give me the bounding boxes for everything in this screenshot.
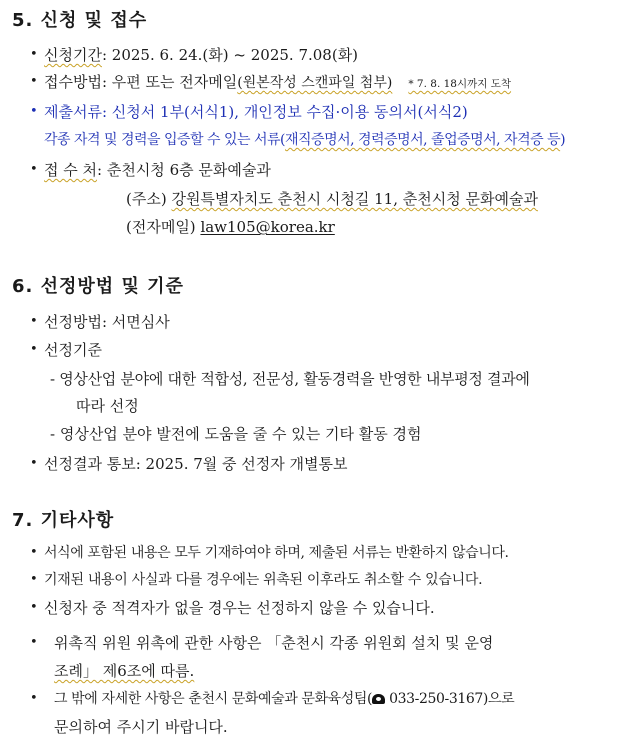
criteria-item-1: - 영상산업 분야에 대한 적합성, 전문성, 활동경력을 반영한 내부평정 결과에: [50, 370, 530, 388]
misc-item-2: 기재된 내용이 사실과 다를 경우에는 위촉된 이후라도 취소할 수 있습니다.: [44, 572, 483, 588]
bullet: •: [30, 74, 38, 89]
period-label: 신청기간: [44, 46, 102, 64]
selection-result: 선정결과 통보: 2025. 7월 중 선정자 개별통보: [44, 455, 348, 473]
place-label: 접 수 처: [44, 161, 98, 179]
address-label: (주소): [126, 190, 172, 208]
docs-row: 제출서류: 신청서 1부(서식1), 개인정보 수집·이용 동의서(서식2): [44, 103, 468, 121]
address-row: [126, 189, 538, 209]
bullet: •: [30, 314, 38, 329]
bullet: •: [30, 635, 38, 650]
section6-title: 6. 선정방법 및 기준: [12, 276, 184, 297]
method-row: [44, 72, 511, 94]
misc-item-4-cont: [54, 661, 194, 681]
misc-item-5-pre: 그 밖에 자세한 사항은 춘천시 문화예술과 문화육성팀(: [54, 691, 373, 707]
selection-criteria: 선정기준: [44, 341, 102, 359]
criteria-item-1-cont: 따라 선정: [76, 397, 139, 415]
period-value: : 2025. 6. 24.(화) ~ 2025. 7.08(화): [101, 46, 359, 64]
misc-item-3: 신청자 중 적격자가 없을 경우는 선정하지 않을 수 있습니다.: [44, 599, 435, 617]
misc-item-5: [54, 689, 514, 709]
method-deadline: * 7. 8. 18시까지 도착: [408, 78, 512, 90]
method-value: : 우편 또는 전자메일: [101, 73, 238, 91]
docs-line2-a: 각종 자격 및 경력을 입증할 수 있는 서류(: [44, 132, 285, 148]
docs-row-2: [44, 130, 565, 150]
section5-title: 5. 신청 및 접수: [12, 10, 148, 31]
ordinance-ref: 조례」 제6조에 따름.: [54, 662, 195, 680]
docs-line2-b: 재직증명서, 경력증명서, 졸업증명서, 자격증 등: [285, 132, 561, 148]
place-row: [44, 160, 271, 180]
bullet: •: [30, 572, 38, 587]
selection-method: 선정방법: 서면심사: [44, 313, 170, 331]
section7-title: 7. 기타사항: [12, 510, 115, 531]
place-value: : 춘천시청 6층 문화예술과: [97, 161, 271, 179]
bullet: •: [30, 545, 38, 560]
bullet: •: [30, 691, 38, 706]
method-label: 접수방법: [44, 73, 102, 91]
misc-item-5-cont: 문의하여 주시기 바랍니다.: [54, 718, 228, 736]
bullet: •: [30, 47, 38, 62]
email-link[interactable]: law105@korea.kr: [200, 218, 335, 236]
period-row: [44, 45, 358, 65]
bullet: •: [30, 456, 38, 471]
docs-line2-c: ): [560, 132, 566, 148]
bullet: •: [30, 104, 38, 119]
misc-item-4: 위촉직 위원 위촉에 관한 사항은 「춘천시 각종 위원회 설치 및 운영: [54, 634, 494, 652]
misc-item-1: 서식에 포함된 내용은 모두 기재하여야 하며, 제출된 서류는 반환하지 않습니다.: [44, 545, 509, 561]
bullet: •: [30, 162, 38, 177]
email-label: (전자메일): [126, 218, 201, 236]
bullet: •: [30, 600, 38, 615]
criteria-item-2: - 영상산업 분야 발전에 도움을 줄 수 있는 기타 활동 경험: [50, 425, 422, 443]
phone-number: 033-250-3167)으로: [385, 691, 515, 707]
bullet: •: [30, 342, 38, 357]
phone-icon: [372, 694, 385, 704]
address-value: 강원특별자치도 춘천시 시청길 11, 춘천시청 문화예술과: [171, 190, 538, 208]
method-note: (원본작성 스캔파일 첨부): [237, 75, 393, 91]
email-row: [126, 217, 335, 237]
